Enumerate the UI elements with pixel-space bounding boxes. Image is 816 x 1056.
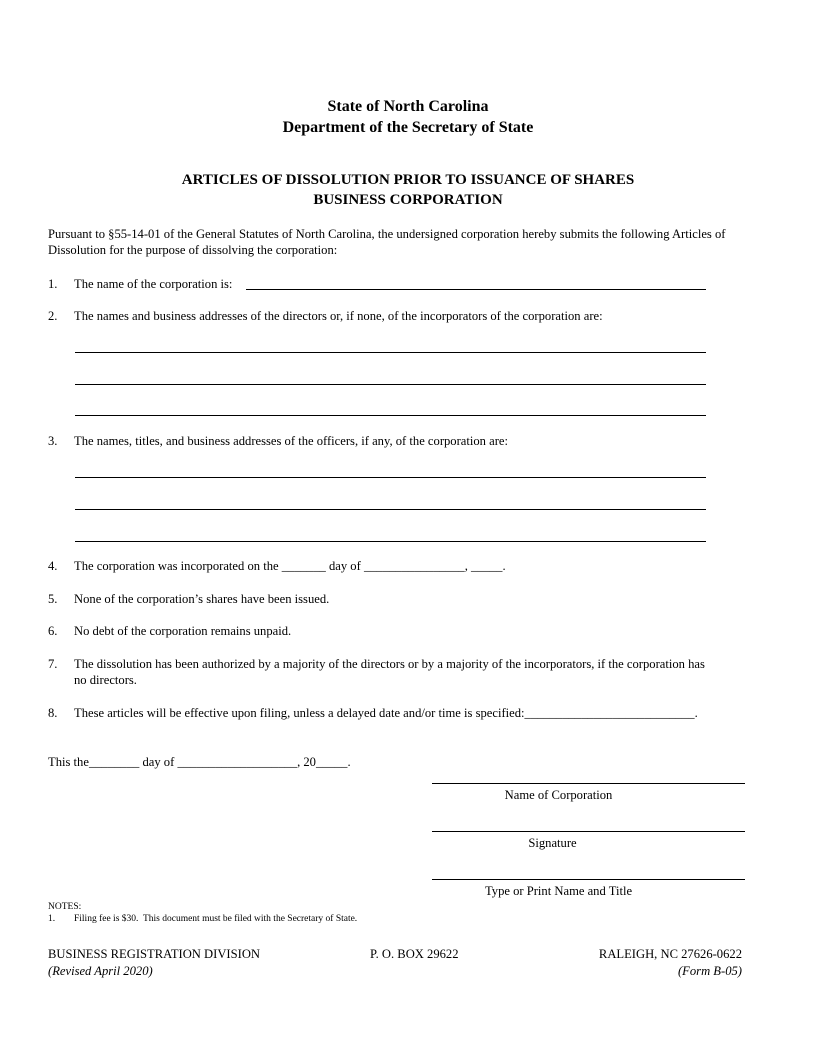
notes-label: NOTES: bbox=[48, 902, 82, 912]
date-line-a: This the bbox=[48, 755, 89, 769]
item-5-number: 5. bbox=[48, 592, 58, 606]
footer-po-box: P. O. BOX 29622 bbox=[370, 947, 459, 961]
item-4-text-a: The corporation was incorporated on the bbox=[74, 559, 282, 573]
item-1-number: 1. bbox=[48, 277, 58, 291]
signing-year-field[interactable]: _____ bbox=[315, 755, 348, 769]
item-8-text bbox=[74, 705, 698, 721]
item-4-text-c: , bbox=[464, 559, 471, 573]
incorporation-year-field[interactable]: _____ bbox=[470, 559, 503, 573]
name-of-corporation-label: Name of Corporation bbox=[504, 788, 613, 802]
department-heading: Department of the Secretary of State bbox=[282, 119, 534, 136]
item-8-number: 8. bbox=[48, 706, 58, 720]
signature-label: Signature bbox=[528, 836, 577, 850]
item-4-text bbox=[74, 558, 506, 574]
item-1-text: The name of the corporation is: bbox=[74, 277, 233, 291]
officers-field-line-1[interactable] bbox=[75, 477, 706, 478]
item-7-line2: no directors. bbox=[74, 673, 137, 687]
officers-field-line-3[interactable] bbox=[75, 541, 706, 542]
signature-field[interactable] bbox=[432, 831, 745, 832]
date-line bbox=[48, 754, 351, 770]
form-title-line1: ARTICLES OF DISSOLUTION PRIOR TO ISSUANCE OF SHARES bbox=[181, 172, 635, 188]
item-2-text: The names and business addresses of the directors or, if none, of the incorporators of the corporation are: bbox=[74, 309, 603, 323]
directors-field-line-1[interactable] bbox=[75, 352, 706, 353]
date-line-b: day of bbox=[139, 755, 178, 769]
footer-revised: (Revised April 2020) bbox=[48, 964, 153, 978]
item-8-end: . bbox=[694, 706, 698, 720]
item-4-number: 4. bbox=[48, 559, 58, 573]
item-7-line1: The dissolution has been authorized by a majority of the directors or by a majority of the incorporators, if the corporation has bbox=[74, 657, 705, 671]
intro-line1: Pursuant to §55-14-01 of the General Statutes of North Carolina, the undersigned corporation hereby submits the following Articles of bbox=[48, 227, 726, 241]
date-line-d: . bbox=[347, 755, 351, 769]
item-6-number: 6. bbox=[48, 624, 58, 638]
corporation-name-field[interactable] bbox=[246, 289, 706, 290]
print-name-title-field[interactable] bbox=[432, 879, 745, 880]
item-4-text-d: . bbox=[502, 559, 506, 573]
footer-city: RALEIGH, NC 27626-0622 bbox=[598, 947, 742, 961]
item-2-number: 2. bbox=[48, 309, 58, 323]
directors-field-line-3[interactable] bbox=[75, 415, 706, 416]
item-3-number: 3. bbox=[48, 434, 58, 448]
item-3-text: The names, titles, and business addresses of the officers, if any, of the corporation are: bbox=[74, 434, 508, 448]
effective-date-field[interactable]: ___________________________ bbox=[524, 706, 695, 720]
incorporation-month-field[interactable]: ________________ bbox=[363, 559, 465, 573]
footer-division: BUSINESS REGISTRATION DIVISION bbox=[48, 947, 261, 961]
state-heading: State of North Carolina bbox=[327, 98, 489, 115]
item-6-text: No debt of the corporation remains unpaid. bbox=[74, 624, 292, 638]
intro-line2: Dissolution for the purpose of dissolving the corporation: bbox=[48, 243, 338, 257]
signing-day-field[interactable]: ________ bbox=[88, 755, 140, 769]
form-title-line2: BUSINESS CORPORATION bbox=[313, 192, 503, 208]
date-line-c: , 20 bbox=[297, 755, 316, 769]
incorporation-day-field[interactable]: _______ bbox=[281, 559, 326, 573]
officers-field-line-2[interactable] bbox=[75, 509, 706, 510]
note-1-text: Filing fee is $30. This document must be filed with the Secretary of State. bbox=[74, 914, 358, 924]
print-name-title-label: Type or Print Name and Title bbox=[484, 884, 633, 898]
item-4-text-b: day of bbox=[325, 559, 364, 573]
note-1-number: 1. bbox=[48, 914, 56, 924]
item-7-number: 7. bbox=[48, 657, 58, 671]
name-of-corporation-field[interactable] bbox=[432, 783, 745, 784]
signing-month-field[interactable]: ___________________ bbox=[177, 755, 298, 769]
item-5-text: None of the corporation’s shares have been issued. bbox=[74, 592, 330, 606]
directors-field-line-2[interactable] bbox=[75, 384, 706, 385]
footer-form-number: (Form B-05) bbox=[677, 964, 742, 978]
item-8-text-main: These articles will be effective upon filing, unless a delayed date and/or time is specified: bbox=[74, 706, 525, 720]
